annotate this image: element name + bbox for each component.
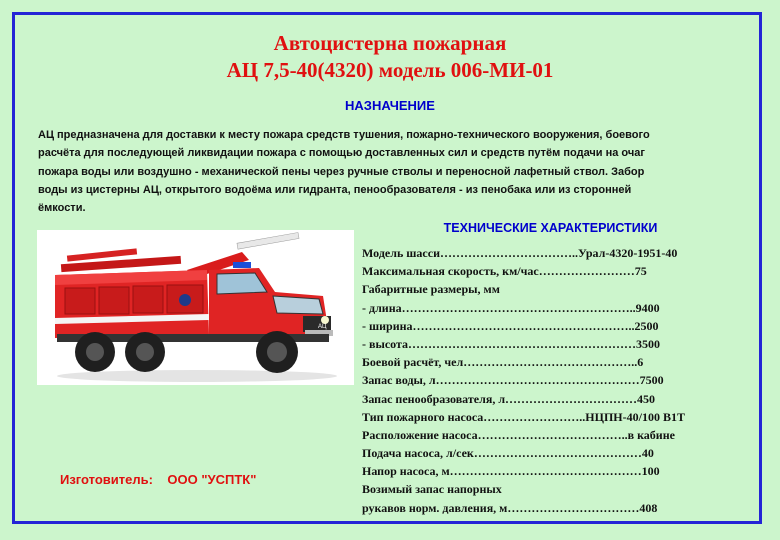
spec-line: Модель шасси……………………………..Урал-4320-1951-40 <box>362 246 678 260</box>
title-line-1: Автоцистерна пожарная <box>273 31 507 55</box>
purpose-line: ёмкости. <box>38 202 86 215</box>
spec-line: - ширина………………………………………………..2500 <box>362 318 659 333</box>
spec-line: Тип пожарного насоса……………………..НЦПН-40/100 В1Т <box>362 409 685 424</box>
spec-line: - длина…………………………………………………..9400 <box>362 300 660 315</box>
purpose-line: воды из цистерны АЦ, открытого водоёма или гидранта, пенообразователя - из пенобака или из сторонней <box>38 183 632 196</box>
spec-line: Подача насоса, л/сек……………………………………40 <box>362 446 654 461</box>
spec-line: Габаритные размеры, мм <box>362 282 500 297</box>
truck-plate: АЦ <box>318 324 327 330</box>
spec-line: Боевой расчёт, чел……………………………………..6 <box>362 355 644 370</box>
manufacturer-label: Изготовитель: ООО "УСПТК" <box>60 472 257 487</box>
specs-heading: ТЕХНИЧЕСКИЕ ХАРАКТЕРИСТИКИ <box>443 221 658 235</box>
spec-line: Напор насоса, м…………………………………………100 <box>362 464 660 479</box>
purpose-line: пожара воды или воздушно - механической пены через ручные стволы и переносной лафетный ствол. Забор <box>38 165 645 178</box>
spec-line: Запас пенообразователя, л……………………………450 <box>362 391 656 406</box>
spec-line: Расположение насоса………………………………..в кабине <box>362 427 675 442</box>
purpose-line: расчёта для последующей ликвидации пожара с помощью доставленных сил и средств путём подачи на очаг <box>38 147 645 160</box>
purpose-text <box>38 126 753 217</box>
fire-truck-icon <box>37 230 354 385</box>
spec-line: - высота…………………………………………………3500 <box>362 336 661 351</box>
spec-line: Запас воды, л……………………………………………7500 <box>362 373 664 388</box>
spec-line: Максимальная скорость, км/час……………………75 <box>362 264 647 279</box>
title-line-2: АЦ 7,5-40(4320) модель 006-МИ-01 <box>226 58 554 82</box>
spec-line: Возимый запас напорных <box>362 482 502 497</box>
spec-line: рукавов норм. давления, м……………………………408 <box>362 500 658 515</box>
specs-list <box>362 244 752 517</box>
purpose-heading: НАЗНАЧЕНИЕ <box>345 98 435 113</box>
purpose-line: АЦ предназначена для доставки к месту пожара средств тушения, пожарно-технического вооружения, боевого <box>38 129 650 141</box>
fire-truck-photo <box>37 230 354 385</box>
